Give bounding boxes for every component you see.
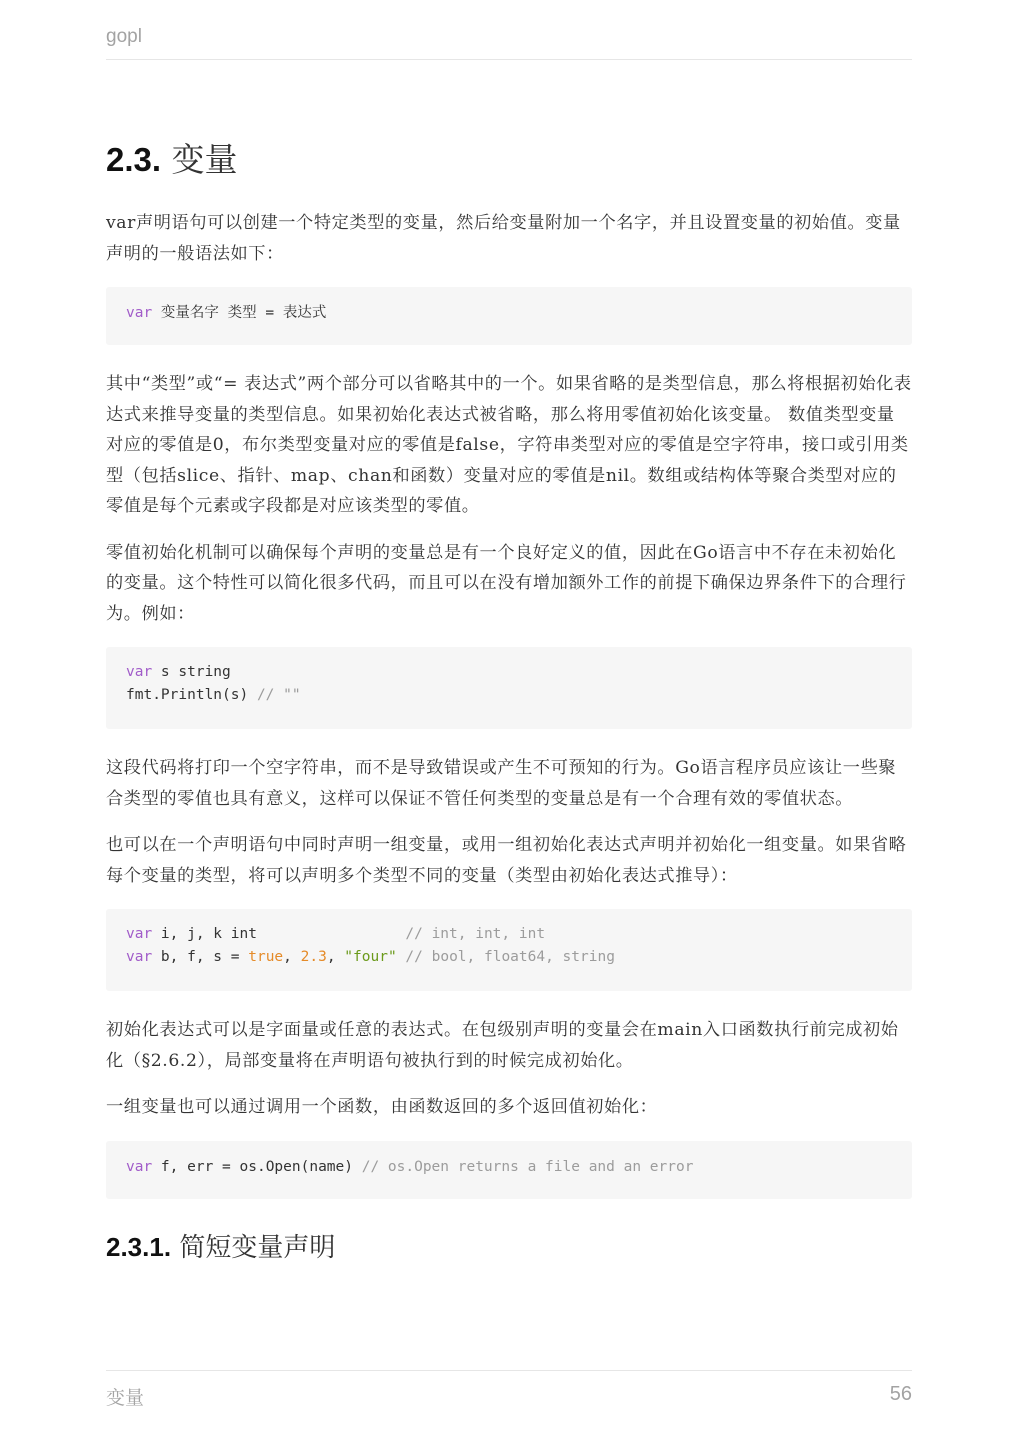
page-header <box>106 24 912 60</box>
paragraph-6: 初始化表达式可以是字面量或任意的表达式。在包级别声明的变量会在main入口函数执行前完成初始化（§2.6.2），局部变量将在声明语句被执行到的时候完成初始化。 <box>106 1020 899 1071</box>
subsection-title: 简短变量声明 <box>179 1232 336 1263</box>
code-comment: // bool, float64, string <box>405 949 615 965</box>
code-text: , <box>283 949 301 965</box>
code-keyword: var <box>126 949 153 965</box>
footer-chapter-title: 变量 <box>106 1387 145 1409</box>
code-text: b, f, s = <box>152 949 249 965</box>
section-number: 2.3. <box>106 141 162 178</box>
subsection-number: 2.3.1. <box>106 1231 172 1262</box>
paragraph-1: var声明语句可以创建一个特定类型的变量，然后给变量附加一个名字，并且设置变量的初始值。变量声明的一般语法如下： <box>106 213 901 264</box>
code-keyword: var <box>126 305 153 321</box>
section-title: 变量 <box>171 140 238 179</box>
code-keyword: var <box>126 1158 153 1175</box>
paragraph-7: 一组变量也可以通过调用一个函数，由函数返回的多个返回值初始化： <box>106 1097 658 1117</box>
code-text: s string <box>152 664 231 680</box>
code-text: f, err = os.Open(name) <box>152 1158 362 1175</box>
subsection-heading <box>106 1227 912 1267</box>
paragraph-2: 其中“类型”或“= 表达式”两个部分可以省略其中的一个。如果省略的是类型信息，那么将根据初始化表达式来推导变量的类型信息。如果初始化表达式被省略，那么将用零值初始化该变量。 数值类型变量对应的零值是0，布尔类型变量对应的零值是false，字符串类型对应的零值是空字符串，接口或引用类型（包括slice、指针、map、chan和函数）变量对应的零值是nil。数组或结构体等聚合类型对应的零值是每个元素或字段都是对应该类型的零值。 <box>106 374 912 516</box>
code-text: , <box>326 949 345 965</box>
paragraph-4: 这段代码将打印一个空字符串，而不是导致错误或产生不可预知的行为。Go语言程序员应该让一些聚合类型的零值也具有意义，这样可以保证不管任何类型的变量总是有一个合理有效的零值状态。 <box>106 758 897 809</box>
code-block-multi-declare <box>106 909 912 991</box>
paragraph-5: 也可以在一个声明语句中同时声明一组变量，或用一组初始化表达式声明并初始化一组变量。如果省略每个变量的类型，将可以声明多个类型不同的变量（类型由初始化表达式推导）： <box>106 835 907 886</box>
code-string-literal: "four" <box>344 949 397 965</box>
section-heading <box>106 136 912 184</box>
code-text: fmt.Println(s) <box>126 687 257 703</box>
code-comment: // "" <box>256 687 301 703</box>
code-comment: // int, int, int <box>405 926 546 942</box>
page-footer <box>106 1370 912 1418</box>
code-text: 变量名字 类型 = 表达式 <box>152 305 327 321</box>
code-bool-literal: true <box>248 949 284 965</box>
code-comment: // os.Open returns a file and an error <box>361 1158 694 1175</box>
code-keyword: var <box>126 664 153 680</box>
page-number: 56 <box>889 1383 912 1405</box>
code-number-literal: 2.3 <box>300 949 327 965</box>
paragraph-3: 零值初始化机制可以确保每个声明的变量总是有一个良好定义的值，因此在Go语言中不存在未初始化的变量。这个特性可以简化很多代码，而且可以在没有增加额外工作的前提下确保边界条件下的合理行为。例如： <box>106 542 907 624</box>
code-block-zero-value <box>106 647 912 729</box>
code-text: i, j, k int <box>152 926 406 942</box>
book-title: gopl <box>106 26 142 47</box>
page-content <box>106 136 912 1267</box>
code-block-syntax <box>106 287 912 345</box>
code-block-os-open <box>106 1141 912 1199</box>
code-keyword: var <box>126 926 153 942</box>
